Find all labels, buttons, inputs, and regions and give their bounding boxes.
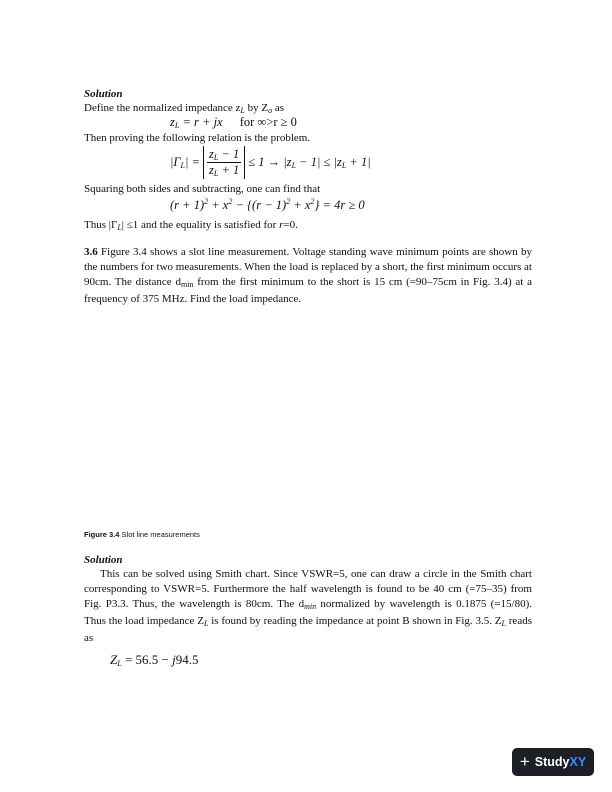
eq1-lhs-sub: L [174,121,180,130]
eq2-right-mid: − 1| ≤ |z [296,155,342,169]
eq2-right-a: ≤ 1 → |z [248,155,292,169]
eq2-den-end: + 1 [218,163,240,177]
problem-text-b: from the first minimum to the short is 15 cm (=90–75cm in Fig. 3.4) at a frequency of 375 MHz. Find the load impedance. [84,276,532,305]
problem-number: 3.6 [84,246,98,258]
zl-rhs: = 56.5 − [121,652,173,667]
define-sub-o: o [268,106,273,115]
sol2-text-c: is found by reading the impedance at point B shown in Fig. 3.5. Z [208,615,502,627]
eq3-sup2: 2 [228,197,233,206]
eq2-numerator [207,147,241,163]
plus-icon: + [519,752,530,771]
solution-2-heading: Solution [84,554,123,566]
brand-name-study: Study [534,755,570,769]
eq1-lhs: z [170,115,175,129]
eq3-d: + x [290,198,311,212]
eq2-fraction [207,147,241,178]
problem-text-a: Figure 3.4 shows a slot line measurement. Voltage standing wave minimum points are shown by the numbers for two measurements. When the load is replaced by a short, the first minimum occurs at 90cm. The distance d [84,246,532,288]
conclusion-c: =0. [283,219,298,231]
eq2-denominator [207,163,241,178]
conclusion-r: r [279,219,284,231]
eq2-right-sub2: L [341,161,347,170]
eq2-num-end: − 1 [218,147,240,161]
eq2-right-end: + 1| [346,155,371,169]
eq2-abs-fraction [203,146,245,179]
eq3-sup4: 2 [310,197,315,206]
eq2-num-sub: L [213,153,219,162]
eq2-right-sub: L [291,161,297,170]
eq3-sup1: 2 [204,197,209,206]
eq1-condition: for ∞>r ≥ 0 [239,115,297,129]
zl-value: 94.5 [175,652,199,667]
equation-load-impedance [110,652,198,668]
eq1-rhs: = r + jx [179,115,223,129]
zl-j: j [172,652,176,667]
equation-normalized-impedance [170,115,297,130]
zl-lhs: Z [110,652,118,667]
problem-statement-line: Then proving the following relation is the problem. [84,132,311,144]
brand-name [535,755,586,769]
eq3-e: } = 4r ≥ 0 [314,198,365,212]
eq3-c: − {(r − 1) [232,198,287,212]
figure-caption-text: Slot line measurements [119,530,200,539]
equation-squared [170,197,365,213]
conclusion-line [84,218,298,235]
eq2-right [248,155,370,170]
define-mid: by Z [244,102,269,114]
conclusion-a: Thus |Γ [84,219,118,231]
conclusion-b: | ≤1 and the equality is satisfied for [121,219,280,231]
eq2-left [170,155,200,170]
solution-2-paragraph [84,567,532,646]
eq2-den-z: z [209,163,214,177]
define-sub-l: L [240,106,245,115]
eq3-b: + x [208,198,229,212]
eq2-left-end: | = [185,155,200,169]
eq2-num-z: z [209,147,214,161]
studyxy-badge[interactable] [512,748,594,776]
define-end: as [272,102,284,114]
eq3-sup3: 2 [286,197,291,206]
sol2-text-a: This can be solved using Smith chart. Since VSWR=5, one can draw a circle in the Smith chart corresponding to VSWR=5. Furthermore the half wavelength is found to be 40 cm (=75–35) from Fig. P3.3. Thus, the wavelength is 80cm. The d [84,568,532,610]
figure-caption [84,530,200,539]
eq3-a: (r + 1) [170,198,205,212]
sol2-text-d: reads as [84,615,532,644]
eq2-gamma-sub: L [180,161,185,170]
sol2-sub-min: min [304,602,317,611]
eq2-den-sub: L [213,169,219,178]
conclusion-sub: L [117,223,122,232]
squaring-line: Squaring both sides and subtracting, one can find that [84,183,321,195]
problem-sub-min: min [180,280,194,289]
equation-reflection-bound [170,146,371,179]
sol2-sub-l2: L [501,619,506,628]
solution-heading: Solution [84,88,123,100]
problem-3-6 [84,245,532,307]
sol2-sub-l: L [203,619,209,628]
define-text: Define the normalized impedance z [84,102,241,114]
zl-lhs-sub: L [117,659,122,668]
sol2-text-b: normalized by wavelength is 0.1875 (=15/80). Thus the load impedance Z [84,598,532,627]
figure-label: Figure 3.4 [84,530,120,539]
brand-name-xy: XY [569,755,587,769]
eq2-gamma: |Γ [170,155,181,169]
